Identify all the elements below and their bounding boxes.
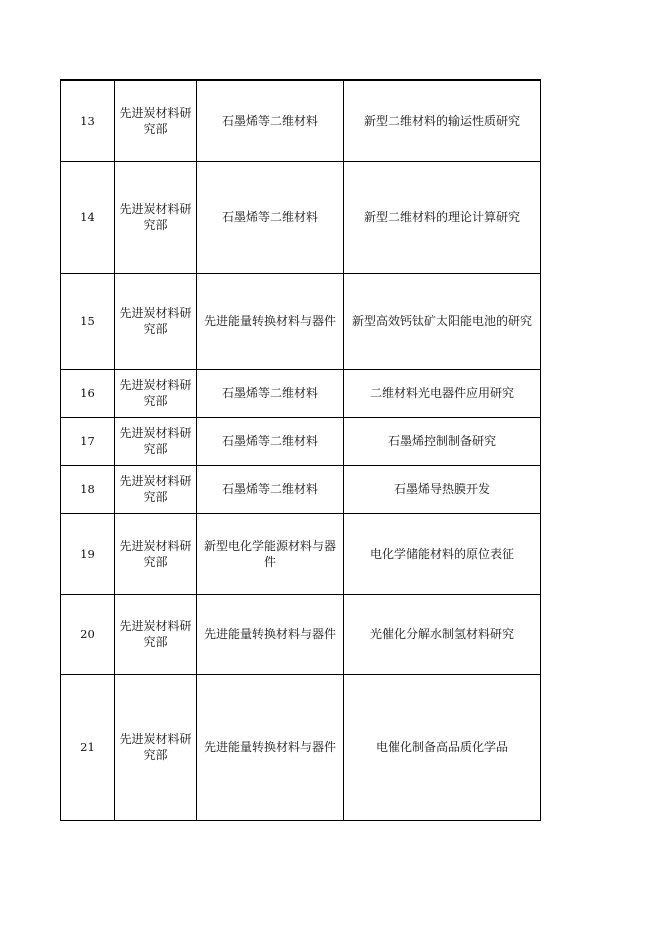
research-field-cell: 先进能量转换材料与器件 — [197, 273, 344, 369]
table-row — [61, 369, 541, 417]
table-row — [61, 674, 541, 820]
row-number-cell: 17 — [61, 417, 115, 465]
research-field-cell: 石墨烯等二维材料 — [197, 369, 344, 417]
department-cell: 先进炭材料研究部 — [115, 594, 197, 674]
row-number-cell: 21 — [61, 674, 115, 820]
table-row — [61, 417, 541, 465]
research-topic-cell: 光催化分解水制氢材料研究 — [344, 594, 541, 674]
row-number-cell: 15 — [61, 273, 115, 369]
research-topic-cell: 新型二维材料的输运性质研究 — [344, 80, 541, 161]
row-number-cell: 13 — [61, 80, 115, 161]
table-row — [61, 161, 541, 273]
research-topic-cell: 石墨烯控制制备研究 — [344, 417, 541, 465]
department-cell: 先进炭材料研究部 — [115, 161, 197, 273]
table-row — [61, 513, 541, 594]
table-row — [61, 273, 541, 369]
row-number-cell: 20 — [61, 594, 115, 674]
row-number-cell: 16 — [61, 369, 115, 417]
research-field-cell: 石墨烯等二维材料 — [197, 80, 344, 161]
research-topic-cell: 新型高效钙钛矿太阳能电池的研究 — [344, 273, 541, 369]
research-field-cell: 石墨烯等二维材料 — [197, 465, 344, 513]
department-cell: 先进炭材料研究部 — [115, 513, 197, 594]
research-topic-cell: 电化学储能材料的原位表征 — [344, 513, 541, 594]
department-cell: 先进炭材料研究部 — [115, 273, 197, 369]
department-cell: 先进炭材料研究部 — [115, 417, 197, 465]
row-number-cell: 19 — [61, 513, 115, 594]
row-number-cell: 14 — [61, 161, 115, 273]
research-topic-cell: 石墨烯导热膜开发 — [344, 465, 541, 513]
research-field-cell: 石墨烯等二维材料 — [197, 161, 344, 273]
research-topic-cell: 二维材料光电器件应用研究 — [344, 369, 541, 417]
research-field-cell: 新型电化学能源材料与器件 — [197, 513, 344, 594]
table-row — [61, 465, 541, 513]
department-cell: 先进炭材料研究部 — [115, 369, 197, 417]
table-row — [61, 80, 541, 161]
department-cell: 先进炭材料研究部 — [115, 80, 197, 161]
data-table — [60, 79, 541, 821]
table-row — [61, 594, 541, 674]
research-field-cell: 先进能量转换材料与器件 — [197, 674, 344, 820]
research-field-cell: 石墨烯等二维材料 — [197, 417, 344, 465]
row-number-cell: 18 — [61, 465, 115, 513]
research-topic-cell: 电催化制备高品质化学品 — [344, 674, 541, 820]
research-topic-cell: 新型二维材料的理论计算研究 — [344, 161, 541, 273]
department-cell: 先进炭材料研究部 — [115, 674, 197, 820]
research-field-cell: 先进能量转换材料与器件 — [197, 594, 344, 674]
department-cell: 先进炭材料研究部 — [115, 465, 197, 513]
